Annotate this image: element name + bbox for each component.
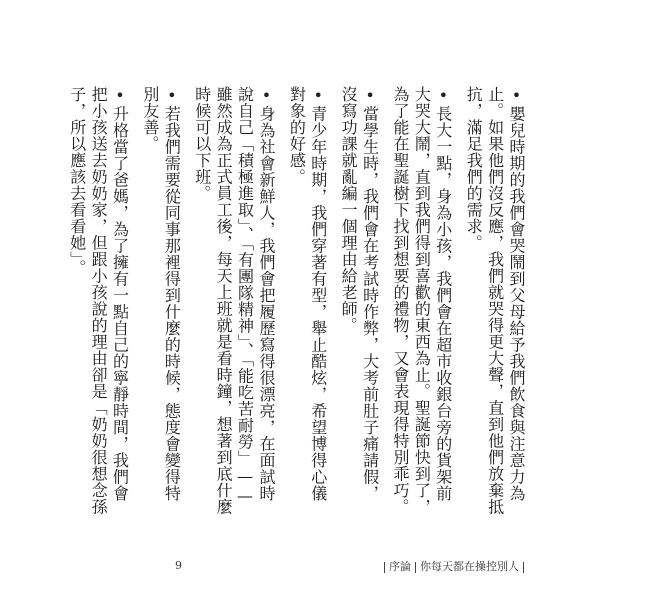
- paragraph-text: 升格當了爸媽，為了擁有一點自己的寧靜時間，我們會把小孩送去奶奶家，但跟小孩說的理由卻是「奶奶很想念孫子，所以應該去看看她」。: [67, 86, 130, 515]
- page-number: 9: [175, 559, 182, 572]
- paragraph-text: 若我們需要從同事那裡得到什麼的時候，態度會變得特別友善。: [140, 86, 182, 502]
- bullet-icon: •: [433, 86, 453, 106]
- bullet-icon: •: [256, 86, 276, 106]
- bullet-paragraph-7: [66, 86, 130, 516]
- bullet-paragraph-2: [390, 86, 454, 516]
- section-label: 序論: [389, 560, 411, 573]
- bullet-icon: •: [162, 86, 182, 106]
- separator-bar: [384, 562, 385, 573]
- separator-bar: [523, 562, 524, 573]
- bullet-paragraph-4: [286, 86, 329, 516]
- paragraph-text: 身為社會新鮮人，我們會把履歷寫得很漂亮，在面試時說自己「積極進取」、「有團隊精神」、「能吃苦耐勞」——雖然成為正式員工後，每天上班就是看時鐘，想著到底什麼時候可以下班。: [192, 86, 276, 515]
- bullet-paragraph-3: [338, 86, 381, 516]
- paragraph-text: 青少年時期，我們穿著有型，舉止酷炫，希望博得心儀對象的好感。: [287, 86, 328, 502]
- body-text: [57, 86, 527, 516]
- running-footer: [380, 558, 528, 574]
- separator-bar: [415, 562, 416, 573]
- book-title: 你每天都在操控別人: [420, 560, 519, 573]
- bullet-paragraph-6: [140, 86, 183, 516]
- paragraph-text: 當學生時，我們會在考試時作弊，大考前肚子痛請假，沒寫功課就亂編一個理由給老師。: [339, 86, 380, 502]
- bullet-icon: •: [360, 86, 380, 106]
- paragraph-text: 嬰兒時期的我們會哭鬧到父母給予我們飲食與注意力為止。如果他們沒反應，我們就哭得更大聲，直到他們放棄抵抗，滿足我們的需求。: [464, 86, 526, 515]
- paragraph-text: 長大一點，身為小孩，我們會在超市收銀台旁的貨架前大哭大鬧，直到我們得到喜歡的東西為止。聖誕節快到了，為了能在聖誕樹下找到想要的禮物，又會表現得特別乖巧。: [390, 86, 453, 515]
- bullet-icon: •: [308, 86, 328, 106]
- bullet-paragraph-1: [463, 86, 527, 516]
- bullet-paragraph-5: [191, 86, 277, 516]
- bullet-icon: •: [507, 86, 526, 106]
- bullet-icon: •: [110, 86, 130, 106]
